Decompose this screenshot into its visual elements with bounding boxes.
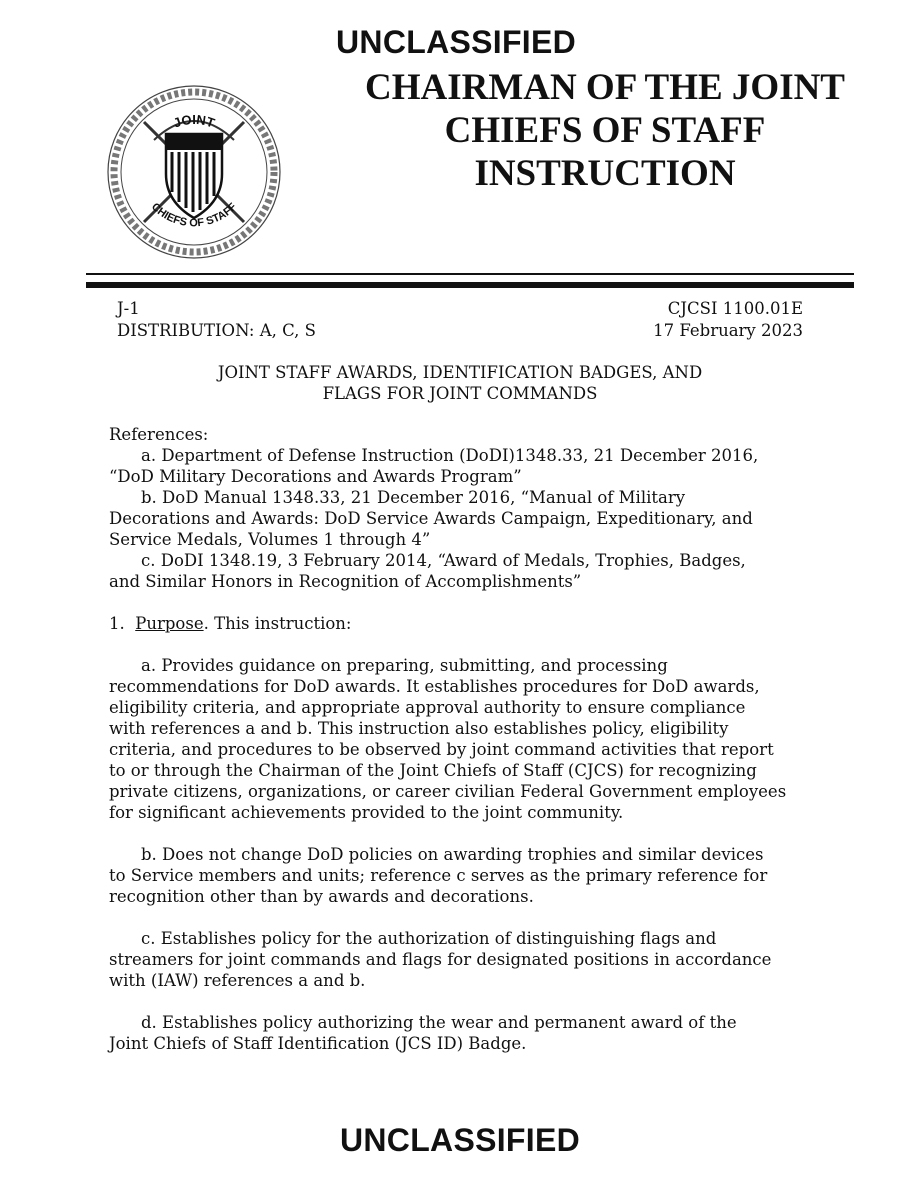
office-code: J-1 <box>117 299 140 318</box>
purpose-heading: 1. Purpose. This instruction: <box>109 614 352 633</box>
purpose-a-line: for significant achievements provided to the joint community. <box>109 803 624 822</box>
document-number: CJCSI 1100.01E <box>667 299 803 318</box>
reference-b-line: Service Medals, Volumes 1 through 4” <box>109 530 431 549</box>
svg-text:JOINT: JOINT <box>171 111 217 131</box>
document-title-line: FLAGS FOR JOINT COMMANDS <box>322 384 598 403</box>
reference-c-line: c. DoDI 1348.19, 3 February 2014, “Award of Medals, Trophies, Badges, <box>141 551 746 570</box>
purpose-a-line: eligibility criteria, and appropriate approval authority to ensure compliance <box>109 698 746 717</box>
title-line: CHAIRMAN OF THE JOINT <box>364 67 845 108</box>
document-title <box>0 362 920 404</box>
classification-banner-top: UNCLASSIFIED <box>336 24 577 60</box>
purpose-d-line: d. Establishes policy authorizing the wear and permanent award of the <box>141 1013 737 1032</box>
document-title-line: JOINT STAFF AWARDS, IDENTIFICATION BADGES, AND <box>217 363 703 382</box>
purpose-c-line: with (IAW) references a and b. <box>109 971 366 990</box>
document-id-block <box>653 298 803 342</box>
joint-chiefs-seal-icon <box>104 82 284 262</box>
purpose-d-line: Joint Chiefs of Staff Identification (JCS ID) Badge. <box>109 1034 527 1053</box>
purpose-b-line: b. Does not change DoD policies on awarding trophies and similar devices <box>141 845 764 864</box>
document-series-title <box>340 66 870 195</box>
document-body <box>109 424 829 1054</box>
references-heading: References: <box>109 425 209 444</box>
purpose-a-line: criteria, and procedures to be observed by joint command activities that report <box>109 740 774 759</box>
title-line: INSTRUCTION <box>474 153 736 194</box>
distribution: DISTRIBUTION: A, C, S <box>117 321 316 340</box>
purpose-a-line: to or through the Chairman of the Joint Chiefs of Staff (CJCS) for recognizing <box>109 761 757 780</box>
issuer-block <box>117 298 316 342</box>
purpose-a-line: recommendations for DoD awards. It establishes procedures for DoD awards, <box>109 677 760 696</box>
reference-a-line: a. Department of Defense Instruction (DoDI)1348.33, 21 December 2016, <box>141 446 759 465</box>
purpose-label: Purpose <box>135 614 204 633</box>
title-line: CHIEFS OF STAFF <box>444 110 766 151</box>
document-date: 17 February 2023 <box>653 321 803 340</box>
purpose-b-line: recognition other than by awards and decorations. <box>109 887 534 906</box>
purpose-a-line: with references a and b. This instruction also establishes policy, eligibility <box>109 719 729 738</box>
reference-a-line: “DoD Military Decorations and Awards Program” <box>109 467 522 486</box>
header-rule-thick <box>86 282 854 288</box>
purpose-c-line: c. Establishes policy for the authorization of distinguishing flags and <box>141 929 717 948</box>
purpose-a-line: a. Provides guidance on preparing, submitting, and processing <box>141 656 668 675</box>
header-rule-thin <box>86 273 854 275</box>
reference-b-line: Decorations and Awards: DoD Service Awards Campaign, Expeditionary, and <box>109 509 753 528</box>
purpose-a-line: private citizens, organizations, or career civilian Federal Government employees <box>109 782 787 801</box>
reference-c-line: and Similar Honors in Recognition of Accomplishments” <box>109 572 582 591</box>
purpose-c-line: streamers for joint commands and flags for designated positions in accordance <box>109 950 772 969</box>
svg-text:CHIEFS OF STAFF: CHIEFS OF STAFF <box>148 200 240 230</box>
purpose-b-line: to Service members and units; reference c serves as the primary reference for <box>109 866 768 885</box>
reference-b-line: b. DoD Manual 1348.33, 21 December 2016, “Manual of Military <box>141 488 686 507</box>
classification-banner-bottom: UNCLASSIFIED <box>339 1122 581 1158</box>
